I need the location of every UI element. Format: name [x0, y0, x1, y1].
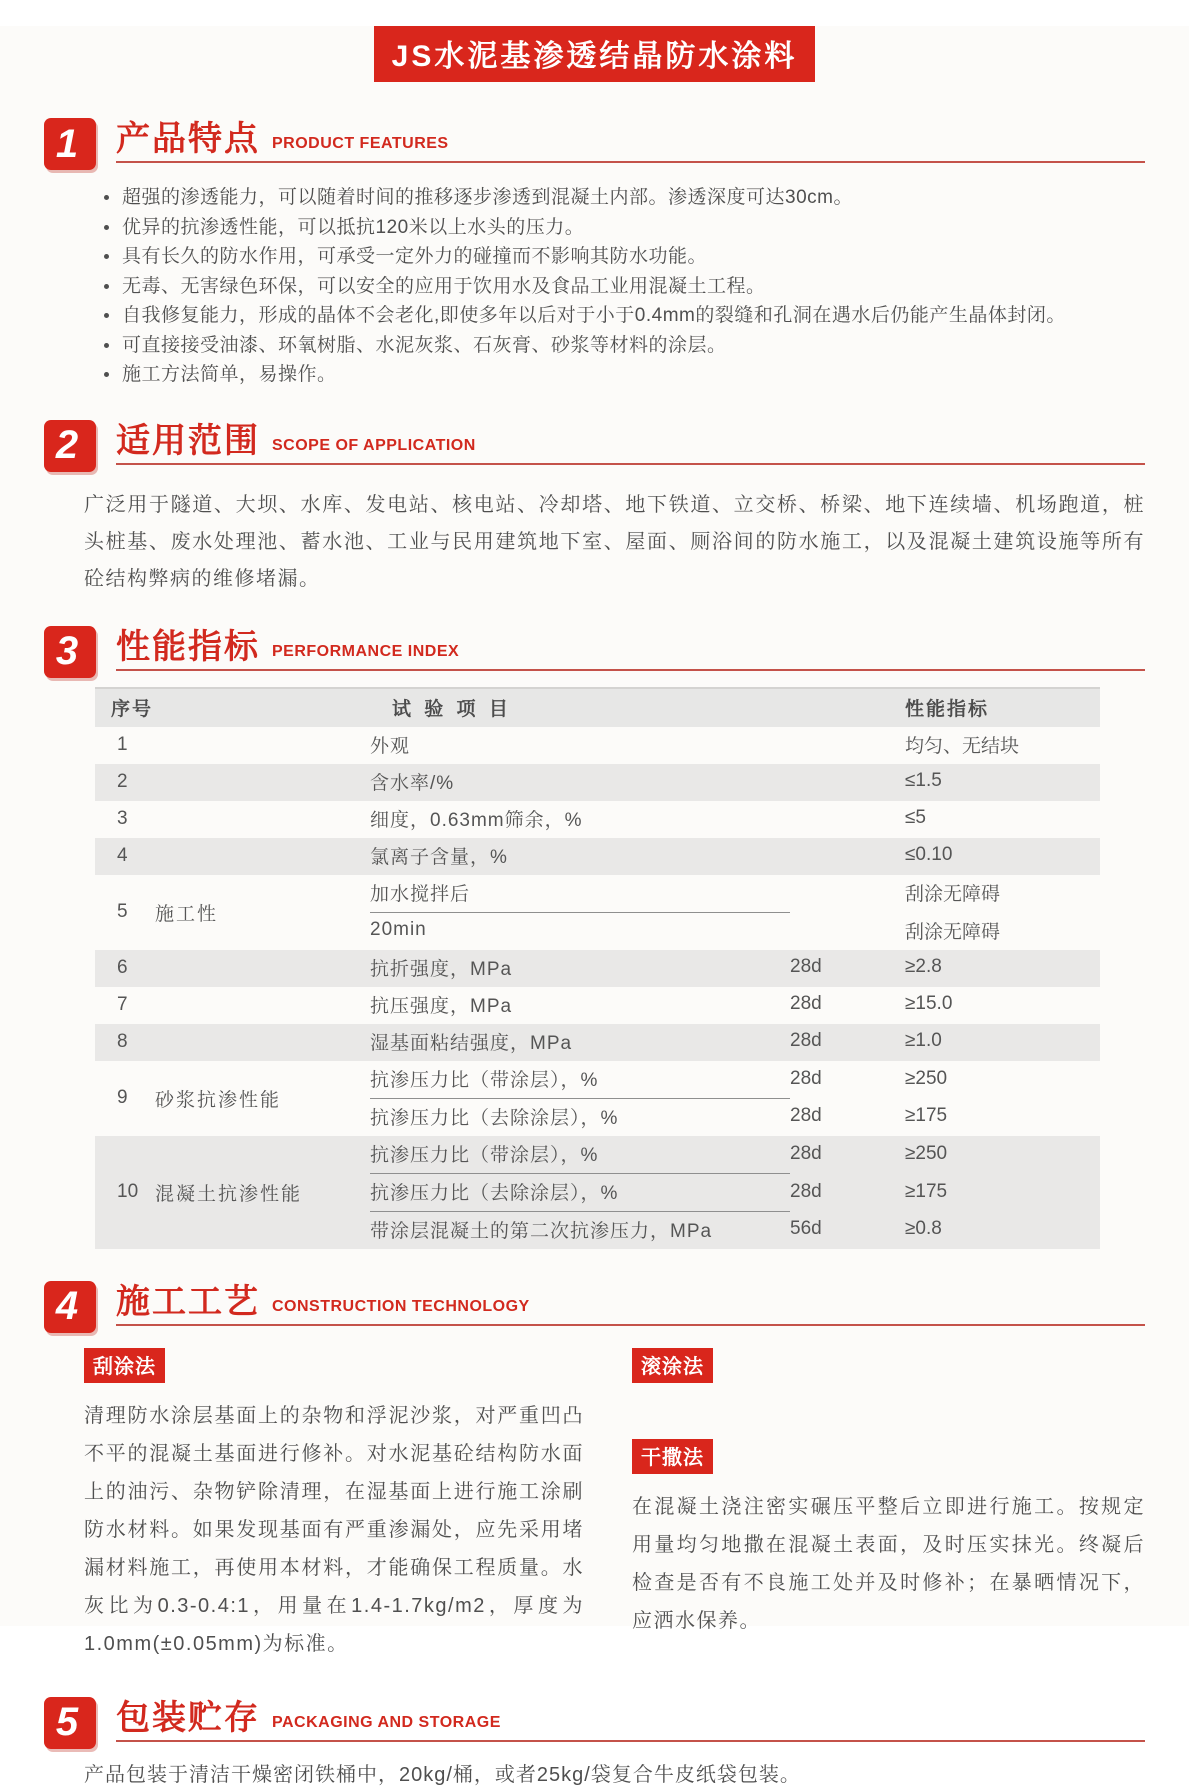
column-header-value: 性能指标 [905, 699, 990, 720]
test-value: 刮涂无障碍 [905, 921, 1001, 943]
test-value: ≥0.8 [905, 1218, 942, 1239]
section-number-3: 3 [44, 626, 96, 678]
test-value: ≤0.10 [905, 844, 953, 865]
row-subitems [370, 1061, 1100, 1136]
scope-text: 广泛用于隧道、大坝、水库、发电站、核电站、冷却塔、地下铁道、立交桥、桥梁、地下连续墙、机场跑道，桩头桩基、废水处理池、蓄水池、工业与民用建筑地下室、屋面、厕浴间的防水施工，以及混凝土建筑设施等所有砼结构弊病的维修堵漏。 [84, 493, 1145, 590]
row-number: 2 [117, 771, 128, 792]
dry-method-text: 在混凝土浇注密实碾压平整后立即进行施工。按规定用量均匀地撒在混凝土表面，及时压实抹光。终凝后检查是否有不良施工处并及时修补；在暴晒情况下，应洒水保养。 [632, 1495, 1145, 1632]
table-subrow [370, 1212, 1100, 1249]
test-item: 湿基面粘结强度，MPa [370, 1032, 573, 1054]
test-age: 28d [790, 1142, 822, 1164]
test-item: 抗折强度，MPa [370, 958, 513, 980]
feature-bullet: 超强的渗透能力，可以随着时间的推移逐步渗透到混凝土内部。渗透深度可达30cm。 [102, 183, 1145, 213]
section-title-rule [116, 1282, 1145, 1326]
row-subitems [370, 1024, 1100, 1061]
test-item: 带涂层混凝土的第二次抗渗压力，MPa [370, 1220, 713, 1242]
test-item: 抗渗压力比（去除涂层），% [370, 1107, 619, 1129]
test-age: 28d [790, 1180, 822, 1202]
test-item: 抗压强度，MPa [370, 995, 513, 1017]
row-subitems [370, 1136, 1100, 1249]
packaging-text: 产品包装于清洁干燥密闭铁桶中，20kg/桶，或者25kg/袋复合牛皮纸袋包装。 [84, 1763, 801, 1786]
table-row [95, 801, 1100, 838]
row-number: 3 [117, 808, 128, 829]
test-age [790, 889, 905, 899]
test-value: ≤1.5 [905, 770, 942, 791]
test-item: 细度，0.63mm筛余，% [370, 809, 583, 831]
row-number: 4 [117, 845, 128, 866]
column-header-item: 试 验 项 目 [392, 699, 512, 720]
row-subitems [370, 950, 1100, 987]
table-subrow [370, 1099, 1100, 1136]
test-value: 刮涂无障碍 [905, 884, 1001, 905]
feature-bullet: 可直接接受油漆、环氧树脂、水泥灰浆、石灰膏、砂浆等材料的涂层。 [102, 331, 1145, 361]
test-value: ≥15.0 [905, 993, 953, 1014]
row-number: 5 [117, 901, 128, 922]
section-header-packaging [44, 1697, 1145, 1742]
method-badge-scrape: 刮涂法 [84, 1348, 165, 1383]
row-category: 施工性 [155, 903, 219, 925]
section-title-construction: 施工工艺 [116, 1282, 260, 1321]
scrape-method-column [84, 1348, 584, 1663]
section-number-4: 4 [44, 1281, 96, 1333]
test-item: 抗渗压力比（带涂层），% [370, 1061, 790, 1099]
test-age: 28d [790, 993, 822, 1014]
section-subtitle-performance: PERFORMANCE INDEX [272, 642, 460, 660]
section-number-5: 5 [44, 1697, 96, 1749]
row-subitems [370, 764, 1100, 801]
row-subitems [370, 875, 1100, 950]
table-subrow [370, 1136, 1100, 1174]
test-value: ≥1.0 [905, 1030, 942, 1051]
feature-list [102, 183, 1145, 390]
feature-bullet: 施工方法简单，易操作。 [102, 360, 1145, 390]
test-item: 抗渗压力比（带涂层），% [370, 1136, 790, 1174]
construction-columns [84, 1348, 1145, 1663]
test-item: 20min [370, 919, 427, 940]
section-title-performance: 性能指标 [116, 627, 260, 666]
section-title-features: 产品特点 [116, 120, 260, 158]
table-row [95, 764, 1100, 801]
row-number: 9 [117, 1087, 128, 1108]
test-value: ≥175 [905, 1105, 948, 1126]
test-age: 28d [790, 1030, 822, 1051]
method-badge-dry: 干撒法 [632, 1439, 713, 1474]
table-row [95, 838, 1100, 875]
test-age [790, 851, 905, 861]
table-row [95, 950, 1100, 987]
section-header-scope [44, 420, 1145, 465]
page-title: JS水泥基渗透结晶防水涂料 [374, 26, 816, 82]
table-subrow [370, 913, 1100, 950]
row-category: 混凝土抗渗性能 [155, 1183, 303, 1205]
test-value: ≥2.8 [905, 956, 942, 977]
test-item: 加水搅拌后 [370, 875, 790, 913]
test-age [790, 926, 905, 936]
row-category: 砂浆抗渗性能 [155, 1089, 282, 1111]
table-row [95, 987, 1100, 1024]
section-title-rule [116, 1698, 1145, 1742]
section-header-features [44, 118, 1145, 166]
test-value: ≥250 [905, 1142, 948, 1164]
test-value: ≥175 [905, 1180, 948, 1202]
test-age [790, 777, 905, 787]
test-item: 含水率/% [370, 772, 455, 794]
table-subrow [370, 950, 1100, 987]
table-row [95, 727, 1100, 764]
method-badge-roll: 滚涂法 [632, 1348, 713, 1383]
row-number: 6 [117, 957, 128, 978]
scrape-method-text: 清理防水涂层基面上的杂物和浮泥沙浆，对严重凹凸不平的混凝土基面进行修补。对水泥基砼结构防水面上的油污、杂物铲除清理，在湿基面上进行施工涂刷防水材料。如果发现基面有严重渗漏处，应先采用堵漏材料施工，再使用本材料，才能确保工程质量。水灰比为0.3-0.4:1，用量在1.4-1.7kg/m2，厚度为1.0mm(±0.05mm)为标准。 [84, 1404, 584, 1655]
table-subrow [370, 838, 1100, 875]
test-age: 56d [790, 1218, 822, 1239]
test-item: 抗渗压力比（去除涂层），% [370, 1174, 790, 1212]
table-subrow [370, 1061, 1100, 1099]
roll-method-gap [632, 1383, 1145, 1439]
table-row [95, 1024, 1100, 1061]
table-subrow [370, 727, 1100, 764]
row-subitems [370, 727, 1100, 764]
test-age: 28d [790, 1067, 822, 1089]
section-title-packaging: 包装贮存 [116, 1698, 260, 1737]
roll-dry-method-column [632, 1348, 1145, 1663]
feature-bullet: 优异的抗渗透性能，可以抵抗120米以上水头的压力。 [102, 213, 1145, 243]
test-age: 28d [790, 1105, 822, 1126]
test-value: ≥250 [905, 1067, 948, 1089]
table-subrow [370, 801, 1100, 838]
performance-table [95, 687, 1100, 1249]
test-item: 外观 [370, 735, 411, 757]
row-number: 7 [117, 994, 128, 1015]
table-subrow [370, 987, 1100, 1024]
section-title-rule [116, 627, 1145, 671]
section-title-rule [116, 122, 1145, 163]
performance-table-body [95, 727, 1100, 1249]
table-row [95, 875, 1100, 950]
section-subtitle-features: PRODUCT FEATURES [272, 135, 449, 152]
row-subitems [370, 838, 1100, 875]
test-value: 均匀、无结块 [905, 735, 1020, 757]
section-number-2: 2 [44, 420, 96, 472]
feature-bullet: 自我修复能力，形成的晶体不会老化,即使多年以后对于小于0.4mm的裂缝和孔洞在遇水后仍能产生晶体封闭。 [102, 301, 1145, 331]
test-value: ≤5 [905, 807, 926, 828]
test-age [790, 740, 905, 750]
section-header-performance [44, 626, 1145, 671]
table-subrow [370, 875, 1100, 913]
row-number: 10 [117, 1181, 139, 1202]
table-subrow [370, 764, 1100, 801]
section-title-scope: 适用范围 [116, 421, 260, 460]
feature-bullet: 具有长久的防水作用，可承受一定外力的碰撞而不影响其防水功能。 [102, 242, 1145, 272]
performance-table-header [95, 687, 1100, 727]
test-age [790, 814, 905, 824]
row-number: 1 [117, 734, 128, 755]
section-subtitle-construction: CONSTRUCTION TECHNOLOGY [272, 1297, 530, 1315]
section-number-1: 1 [44, 118, 96, 170]
column-header-no: 序号 [111, 699, 154, 720]
table-subrow [370, 1174, 1100, 1212]
table-subrow [370, 1024, 1100, 1061]
feature-bullet: 无毒、无害绿色环保，可以安全的应用于饮用水及食品工业用混凝土工程。 [102, 272, 1145, 302]
section-subtitle-scope: SCOPE OF APPLICATION [272, 436, 476, 454]
section-title-rule [116, 421, 1145, 465]
section-header-construction [44, 1281, 1145, 1326]
test-item: 氯离子含量，% [370, 846, 508, 868]
table-row [95, 1136, 1100, 1249]
table-row [95, 1061, 1100, 1136]
row-subitems [370, 987, 1100, 1024]
product-sheet [0, 118, 1189, 1790]
test-age: 28d [790, 956, 822, 977]
row-number: 8 [117, 1031, 128, 1052]
section-subtitle-packaging: PACKAGING AND STORAGE [272, 1713, 501, 1731]
row-subitems [370, 801, 1100, 838]
